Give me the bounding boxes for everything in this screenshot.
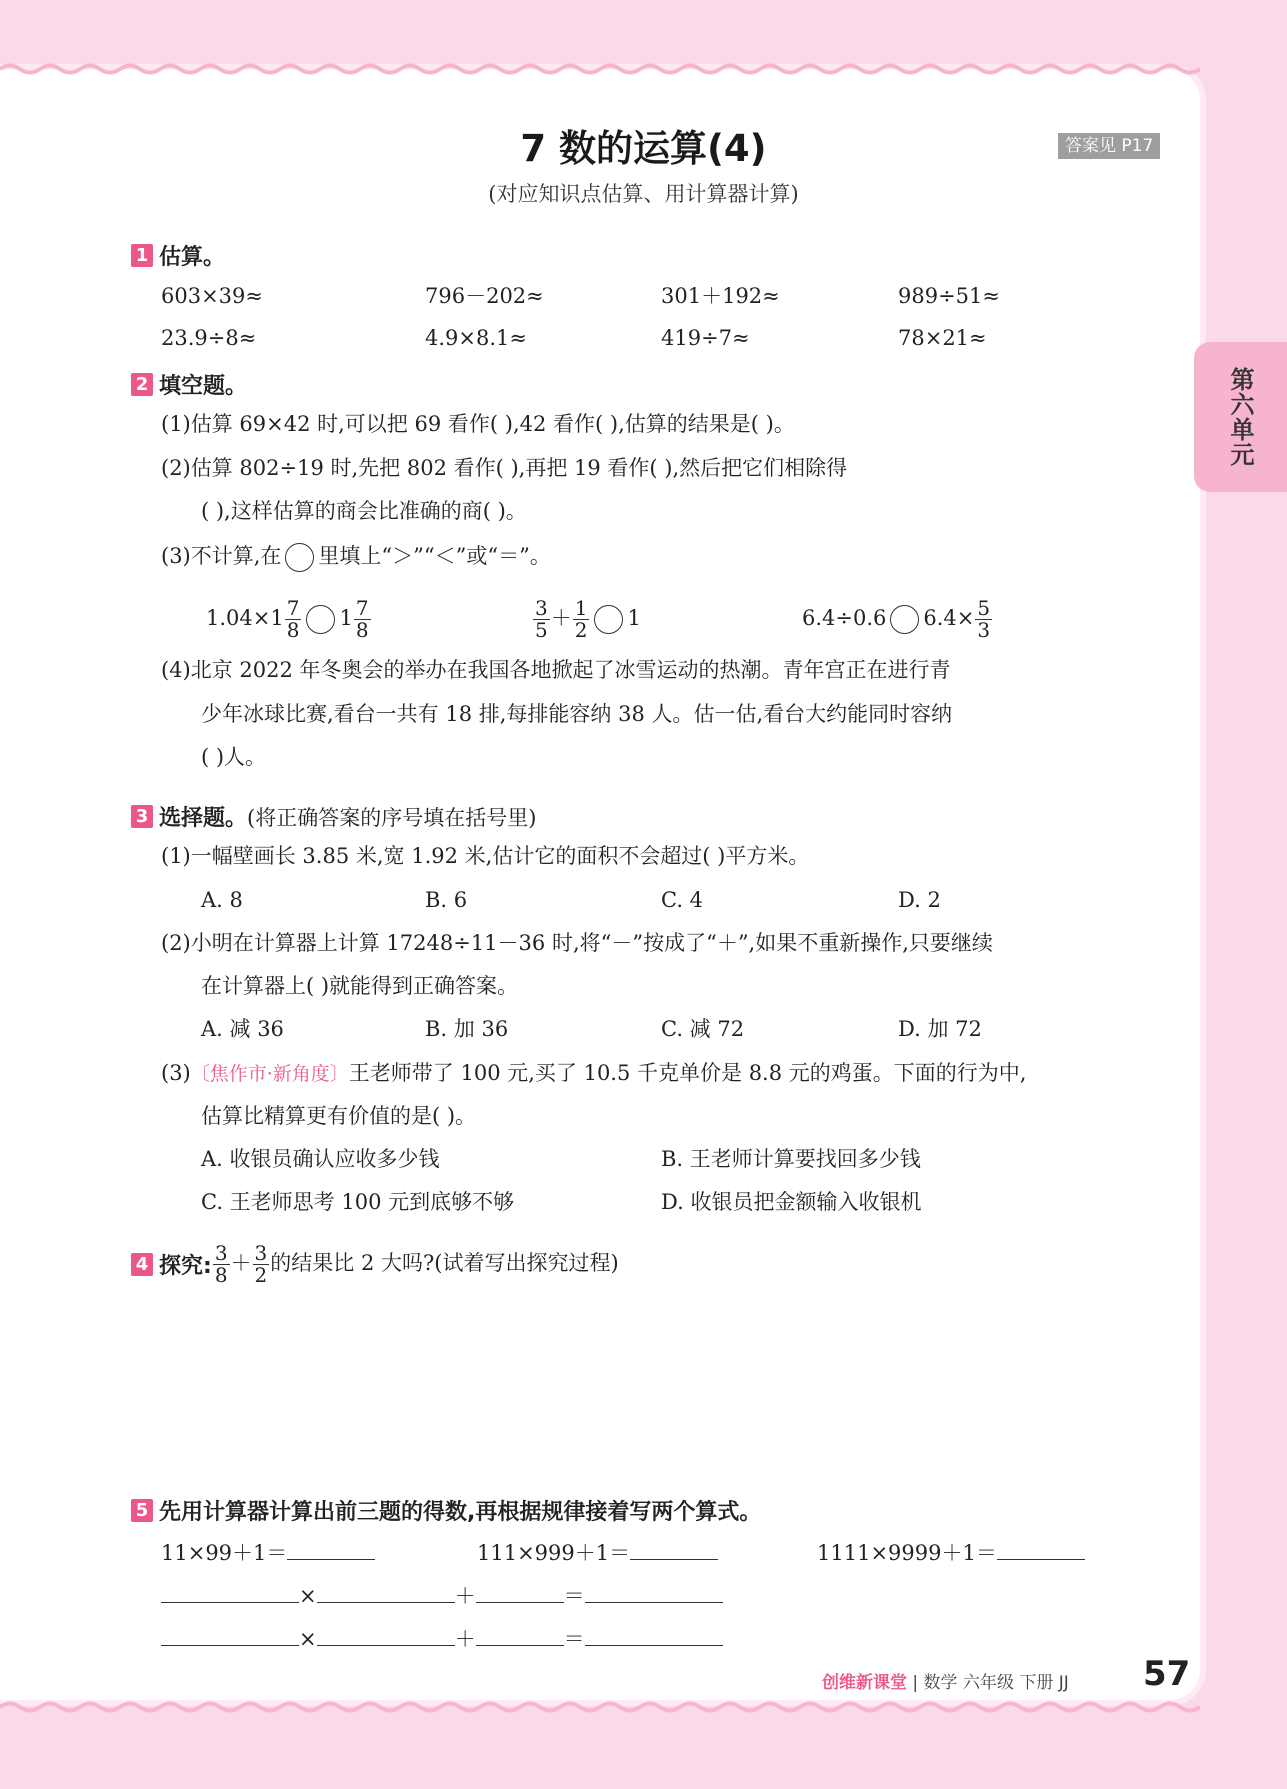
choice-question-3-line1 <box>161 1058 1026 1089</box>
numerator: 3 <box>214 1241 228 1265</box>
operator: ＋ <box>454 1584 476 1608</box>
compare-item-b <box>532 590 641 646</box>
section-title: 探究: <box>159 1254 212 1279</box>
section-number: 3 <box>131 805 153 828</box>
numerator: 3 <box>535 596 548 620</box>
fill-question-4-line3: ( )人。 <box>201 745 267 769</box>
section-title: 估算。 <box>159 245 226 270</box>
operator: ＝ <box>563 1627 585 1651</box>
source-tag: 〔焦作市·新角度〕 <box>190 1063 349 1085</box>
numerator: 7 <box>355 596 369 620</box>
section-5-heading <box>131 1495 761 1526</box>
denominator: 5 <box>535 618 548 642</box>
fraction <box>573 598 590 641</box>
denominator: 8 <box>286 618 300 642</box>
top-wave-border <box>0 62 1200 76</box>
pattern-line <box>161 1578 723 1611</box>
expr-text: 6.4× <box>923 606 975 630</box>
choice-option[interactable]: A. 8 <box>201 888 243 912</box>
numerator: 1 <box>574 596 588 620</box>
choice-question-2-line2: 在计算器上( )就能得到正确答案。 <box>201 974 519 998</box>
expr-text: 11×99＋1＝ <box>161 1541 288 1565</box>
choice-option[interactable]: C. 减 72 <box>661 1017 745 1041</box>
fill-question-2-line2: ( ),这样估算的商会比准确的商( )。 <box>201 499 527 523</box>
fill-question-2-line1: (2)估算 802÷19 时,先把 802 看作( ),再把 19 看作( ),然后把它们相除得 <box>161 456 848 480</box>
fraction <box>533 598 550 641</box>
estimate-item: 989÷51≈ <box>898 284 1000 308</box>
operator: ＝ <box>563 1584 585 1608</box>
answer-badge: 答案见 P17 <box>1058 133 1160 159</box>
footer <box>822 1668 1069 1693</box>
answer-blank[interactable] <box>997 1535 1085 1560</box>
question-text: 的结果比 2 大吗?(试着写出探究过程) <box>270 1251 619 1275</box>
estimate-item: 419÷7≈ <box>661 326 750 350</box>
denominator: 2 <box>574 618 588 642</box>
answer-blank[interactable] <box>630 1535 718 1560</box>
fraction <box>285 598 302 641</box>
choice-option[interactable]: D. 2 <box>898 888 941 912</box>
answer-blank[interactable] <box>585 1621 723 1646</box>
section-1-heading <box>131 240 225 271</box>
bottom-wave-border <box>0 1700 1200 1714</box>
question-text: (3) <box>161 1061 191 1085</box>
choice-option[interactable]: B. 王老师计算要找回多少钱 <box>661 1147 921 1171</box>
choice-option[interactable]: C. 4 <box>661 888 704 912</box>
compare-circle-input[interactable] <box>306 605 335 634</box>
answer-blank[interactable] <box>161 1578 299 1603</box>
calc-expression <box>161 1535 375 1568</box>
section-note: (将正确答案的序号填在括号里) <box>247 805 537 830</box>
choice-option[interactable]: B. 加 36 <box>425 1017 509 1041</box>
page-subtitle: (对应知识点估算、用计算器计算) <box>488 182 799 206</box>
denominator: 2 <box>254 1263 268 1287</box>
estimate-item: 796－202≈ <box>425 284 544 308</box>
compare-item-a <box>206 590 372 646</box>
question-text: (3)不计算,在 <box>161 544 282 568</box>
estimate-item: 23.9÷8≈ <box>161 326 257 350</box>
section-title: 先用计算器计算出前三题的得数,再根据规律接着写两个算式。 <box>159 1500 762 1525</box>
choice-option[interactable]: D. 收银员把金额输入收银机 <box>661 1190 922 1214</box>
choice-option[interactable]: C. 王老师思考 100 元到底够不够 <box>201 1190 515 1214</box>
section-number: 2 <box>131 373 153 396</box>
estimate-item: 301＋192≈ <box>661 284 780 308</box>
answer-blank[interactable] <box>161 1621 299 1646</box>
unit-side-tab[interactable]: 第六单元 <box>1194 342 1287 492</box>
book-info: | 数学 六年级 下册 JJ <box>907 1673 1069 1693</box>
section-number: 1 <box>131 244 153 267</box>
expr-text: 1.04×1 <box>206 606 284 630</box>
expr-text: 6.4÷0.6 <box>802 606 887 630</box>
compare-circle-input[interactable] <box>890 605 919 634</box>
fraction <box>354 598 371 641</box>
operator: ＋ <box>454 1627 476 1651</box>
question-text: 里填上“＞”“＜”或“＝”。 <box>318 544 551 568</box>
expr-text: 1 <box>627 606 641 630</box>
choice-option[interactable]: D. 加 72 <box>898 1017 982 1041</box>
section-title: 填空题。 <box>159 374 248 399</box>
fill-question-3 <box>161 541 551 572</box>
compare-circle-input[interactable] <box>594 605 623 634</box>
compare-item-c <box>802 590 993 646</box>
fill-question-1: (1)估算 69×42 时,可以把 69 看作( ),42 看作( ),估算的结果是( )。 <box>161 412 795 436</box>
section-title: 选择题。 <box>159 806 248 831</box>
estimate-item: 4.9×8.1≈ <box>425 326 527 350</box>
choice-question-2-line1: (2)小明在计算器上计算 17248÷11－36 时,将“－”按成了“＋”,如果不重新操作,只要继续 <box>161 931 993 955</box>
choice-option[interactable]: B. 6 <box>425 888 468 912</box>
operator: × <box>299 1584 317 1608</box>
expr-text: 1 <box>339 606 353 630</box>
choice-option[interactable]: A. 收银员确认应收多少钱 <box>201 1147 440 1171</box>
expr-text: ＋ <box>550 606 572 630</box>
numerator: 5 <box>977 596 991 620</box>
answer-blank[interactable] <box>317 1578 455 1603</box>
page-number: 57 <box>1143 1654 1191 1694</box>
section-number: 5 <box>131 1499 153 1522</box>
choice-question-1: (1)一幅壁画长 3.85 米,宽 1.92 米,估计它的面积不会超过( )平方米。 <box>161 844 810 868</box>
choice-question-3-line2: 估算比精算更有价值的是( )。 <box>201 1104 477 1128</box>
fill-question-4-line1: (4)北京 2022 年冬奥会的举办在我国各地掀起了冰雪运动的热潮。青年宫正在进行青 <box>161 658 951 682</box>
calc-expression <box>477 1535 718 1568</box>
question-text: 王老师带了 100 元,买了 10.5 千克单价是 8.8 元的鸡蛋。下面的行为中, <box>348 1061 1027 1085</box>
answer-area[interactable] <box>161 1295 1161 1475</box>
fraction <box>975 598 992 641</box>
fraction <box>253 1243 270 1286</box>
section-4-heading <box>131 1243 619 1286</box>
fill-question-4-line2: 少年冰球比赛,看台一共有 18 排,每排能容纳 38 人。估一估,看台大约能同时容纳 <box>201 702 953 726</box>
expr-text: 111×999＋1＝ <box>477 1541 631 1565</box>
brand-name: 创维新课堂 <box>822 1673 907 1693</box>
denominator: 3 <box>977 618 991 642</box>
expr-text: ＋ <box>230 1251 252 1275</box>
estimate-item: 78×21≈ <box>898 326 987 350</box>
estimate-item: 603×39≈ <box>161 284 263 308</box>
answer-blank[interactable] <box>476 1578 564 1603</box>
section-3-heading <box>131 801 536 832</box>
pattern-line <box>161 1621 723 1654</box>
answer-blank[interactable] <box>287 1535 375 1560</box>
circle-blank-icon <box>285 543 314 572</box>
answer-blank[interactable] <box>585 1578 723 1603</box>
numerator: 7 <box>286 596 300 620</box>
answer-blank[interactable] <box>317 1621 455 1646</box>
answer-blank[interactable] <box>476 1621 564 1646</box>
denominator: 8 <box>214 1263 228 1287</box>
choice-option[interactable]: A. 减 36 <box>201 1017 284 1041</box>
operator: × <box>299 1627 317 1651</box>
calc-expression <box>817 1535 1085 1568</box>
section-2-heading <box>131 369 247 400</box>
section-note <box>212 1243 619 1286</box>
expr-text: 1111×9999＋1＝ <box>817 1541 997 1565</box>
fraction <box>213 1243 230 1286</box>
denominator: 8 <box>355 618 369 642</box>
section-number: 4 <box>131 1253 153 1276</box>
page-title: 7 数的运算(4) <box>520 127 767 170</box>
numerator: 3 <box>254 1241 268 1265</box>
